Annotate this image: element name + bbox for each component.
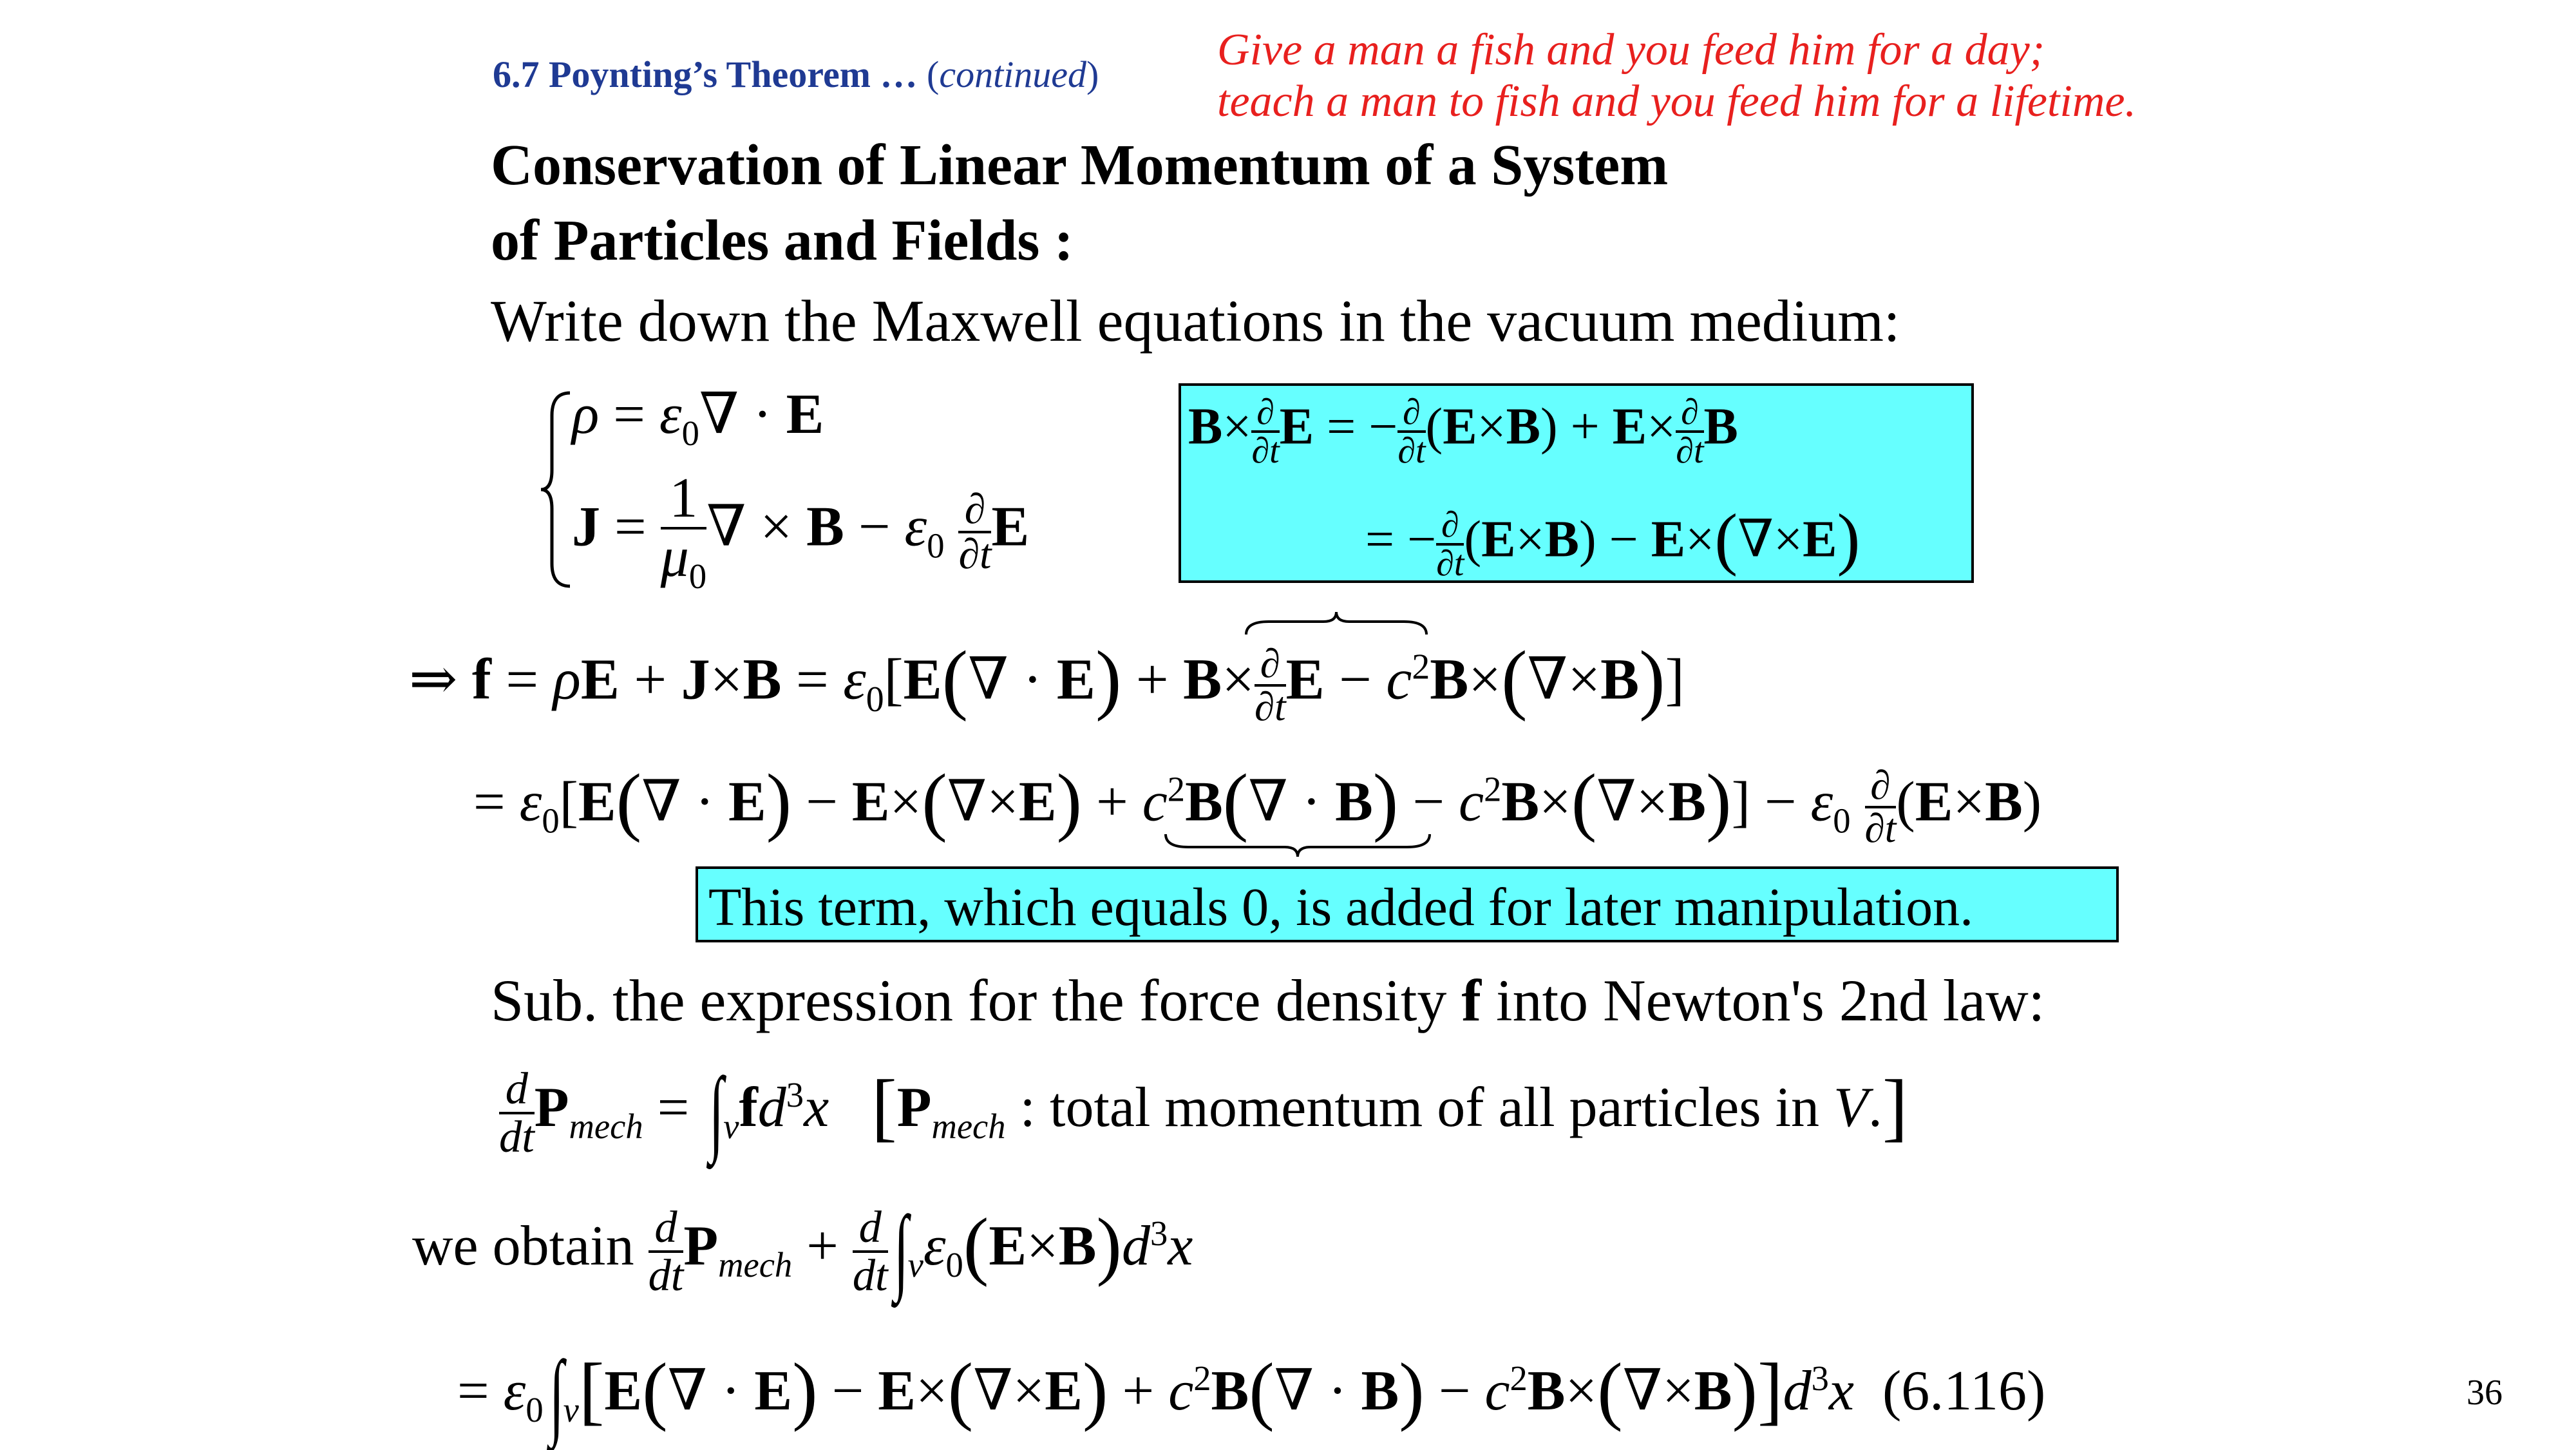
overbrace: [1243, 609, 1430, 638]
underbrace: [1162, 831, 1433, 860]
equation-number: (6.116): [1882, 1360, 2046, 1423]
newton-law-eq: $\frac{d}{dt}$ $P_{mech} = \int_vfd^3x$ [$P_{mech}$ : total momentum of all particles in V.]: [499, 1058, 1908, 1165]
identity-line-1: B× $\frac{\partial}{\partial t}$ E = − $\frac{\partial}{\partial t}$ (E×B) + E× $\frac{\partial}{\partial t}$ B: [1188, 392, 1738, 471]
section-header: 6.7 Poynting’s Theorem … (continued): [493, 53, 1099, 95]
section-title: 6.7 Poynting’s Theorem …: [493, 53, 918, 95]
slide-title-line-1: Conservation of Linear Momentum of a System: [491, 133, 1669, 197]
force-density-eq-1: ⇒ $f = \rho E + J\times B = \varepsilon_0[E(\nabla \cdot E) + B\times$ $\frac{\partial}{\partial t}$ $E - c^2B\times(\nabla\times B)$]: [409, 636, 1685, 729]
left-brace: [538, 390, 576, 589]
slide-title-line-2: of Particles and Fields :: [491, 209, 1074, 272]
force-density-eq-2: = $\varepsilon_0[E(\nabla \cdot E) - E\times(\nabla\times E) + c^2B(\nabla \cdot B) - c^2B\times(\nabla\times B)] - \varepsilon_0$ $\frac{\partial}{\partial t}$ (E×B): [473, 758, 2042, 852]
continued-label: continued: [939, 53, 1087, 95]
note-text: This term, which equals 0, is added for later manipulation.: [708, 877, 1974, 937]
quote-line-1: Give a man a fish and you feed him for a day;: [1217, 25, 2045, 75]
pmech-description: : total momentum of all particles in: [1019, 1076, 1820, 1140]
we-obtain-eq: we obtain $\frac{d}{dt}$ $P_{mech}$ + $\frac{d}{dt}$ $\int_v\varepsilon_0(E\times B)d^3x$: [412, 1197, 1193, 1303]
substitution-text: Sub. the expression for the force density f into Newton's 2nd law:: [491, 968, 2045, 1033]
quote-line-2: teach a man to fish and you feed him for a lifetime.: [1217, 77, 2137, 126]
identity-line-2: = − $\frac{\partial}{\partial t}$ (E×B) − E×(∇×E): [1365, 501, 1861, 584]
intro-text: Write down the Maxwell equations in the vacuum medium:: [491, 288, 1900, 354]
maxwell-eq-ampere: J = $\frac{1}{\mu_0}$ ∇ × $B - \varepsilon_0$ $\frac{\partial}{\partial t}$ E: [572, 467, 1030, 596]
page-number: 36: [2467, 1373, 2503, 1413]
final-equation: = $\varepsilon_0\int_v[E(\nabla \cdot E) - E\times(\nabla\times E) + c^2B(\nabla \cdot B) - c^2B\times(\nabla\times B)]d^3x$ (6.116): [457, 1342, 2046, 1448]
maxwell-eq-gauss: $\rho = \varepsilon_0\nabla \cdot E$: [572, 383, 824, 453]
